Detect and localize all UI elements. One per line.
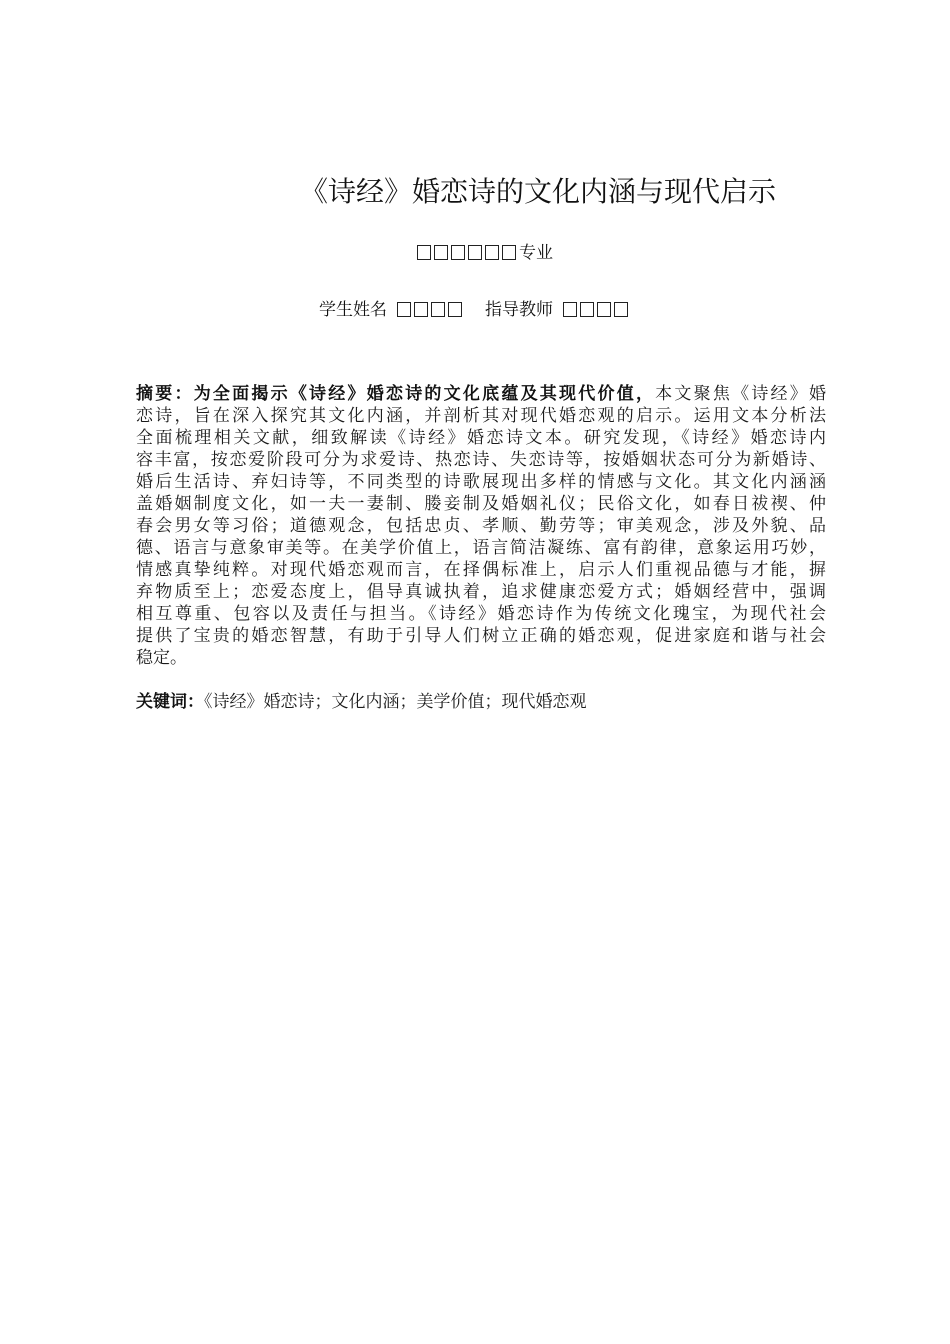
abstract-line: 盖婚姻制度文化，如一夫一妻制、媵妾制及婚姻礼仪；民俗文化，如春日祓禊、仲	[136, 494, 826, 514]
abstract-line: 全面梳理相关文献，细致解读《诗经》婚恋诗文本。研究发现，《诗经》婚恋诗内	[136, 428, 826, 448]
placeholder-box	[414, 302, 428, 317]
placeholder-box	[448, 302, 462, 317]
placeholder-box	[417, 245, 431, 260]
student-name-label: 学生姓名	[319, 300, 387, 320]
placeholder-box	[485, 245, 499, 260]
abstract-line: 德、语言与意象审美等。在美学价值上，语言简洁凝练、富有韵律，意象运用巧妙，	[136, 538, 826, 558]
placeholder-box	[468, 245, 482, 260]
keywords-label: 关键词：	[136, 692, 204, 712]
page-title: 《诗经》婚恋诗的文化内涵与现代启示	[299, 175, 776, 208]
student-name-placeholder	[397, 300, 465, 320]
placeholder-box	[597, 302, 611, 317]
abstract-line: 相互尊重、包容以及责任与担当。《诗经》婚恋诗作为传统文化瑰宝，为现代社会	[136, 604, 826, 624]
abstract-lead: 为全面揭示《诗经》婚恋诗的文化底蕴及其现代价值，	[193, 384, 656, 404]
keywords-text: 《诗经》婚恋诗；文化内涵；美学价值；现代婚恋观	[204, 692, 587, 712]
placeholder-box	[431, 302, 445, 317]
major-suffix: 专业	[519, 243, 553, 263]
keywords	[136, 691, 587, 713]
abstract-line: 稳定。	[136, 648, 187, 668]
abstract-line: 恋诗，旨在深入探究其文化内涵，并剖析其对现代婚恋观的启示。运用文本分析法	[136, 406, 826, 426]
abstract-line: 情感真挚纯粹。对现代婚恋观而言，在择偶标准上，启示人们重视品德与才能，摒	[136, 560, 826, 580]
author-info-line	[0, 297, 950, 323]
major-line	[0, 240, 950, 266]
abstract-line: 提供了宝贵的婚恋智慧，有助于引导人们树立正确的婚恋观，促进家庭和谐与社会	[136, 626, 826, 646]
abstract-line: 婚后生活诗、弃妇诗等，不同类型的诗歌展现出多样的情感与文化。其文化内涵涵	[136, 472, 826, 492]
placeholder-box	[614, 302, 628, 317]
placeholder-box	[397, 302, 411, 317]
abstract-line: 摘要：为全面揭示《诗经》婚恋诗的文化底蕴及其现代价值，本文聚焦《诗经》婚	[136, 384, 827, 404]
placeholder-box	[580, 302, 594, 317]
abstract	[136, 383, 826, 669]
advisor-label: 指导教师	[485, 300, 553, 320]
placeholder-box	[563, 302, 577, 317]
abstract-line: 弃物质至上；恋爱态度上，倡导真诚执着，追求健康恋爱方式；婚姻经营中，强调	[136, 582, 826, 602]
abstract-line: 容丰富，按恋爱阶段可分为求爱诗、热恋诗、失恋诗等，按婚姻状态可分为新婚诗、	[136, 450, 826, 470]
placeholder-box	[451, 245, 465, 260]
abstract-label: 摘要：	[136, 384, 194, 404]
placeholder-box	[434, 245, 448, 260]
abstract-line: 春会男女等习俗；道德观念，包括忠贞、孝顺、勤劳等；审美观念，涉及外貌、品	[136, 516, 826, 536]
advisor-placeholder	[563, 300, 631, 320]
placeholder-box	[502, 245, 516, 260]
major-placeholder	[417, 243, 519, 263]
